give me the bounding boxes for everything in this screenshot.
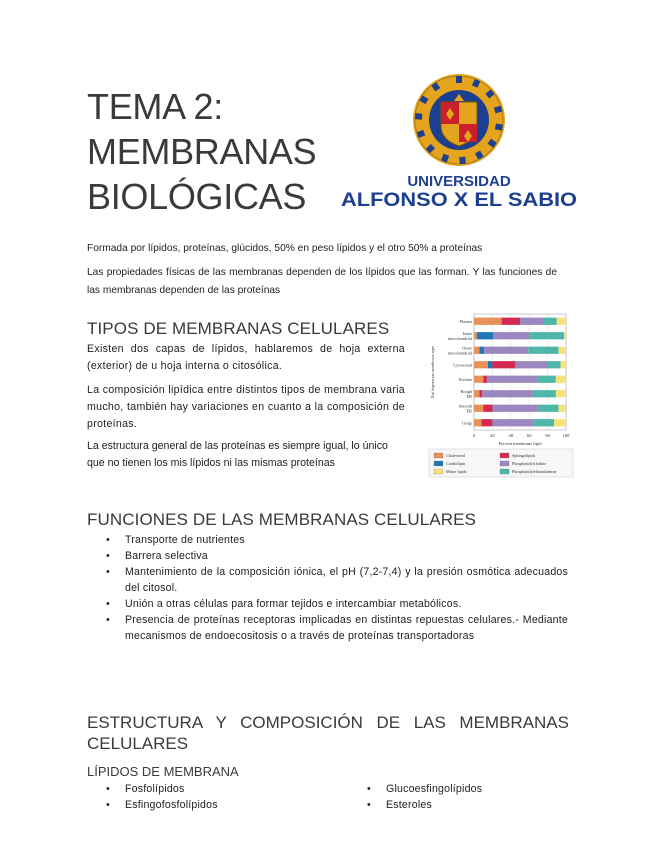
lipidos-list-right (367, 781, 567, 813)
bar-segment (564, 332, 566, 339)
bar-segment (493, 332, 530, 339)
list-item: • Fosfolípidos (106, 783, 185, 795)
category-label: Inner mitochondrial (447, 330, 472, 341)
x-tick-label: 60 (526, 433, 532, 438)
bar-segment (480, 390, 483, 397)
legend-label: Phosphatidylethanolamine (512, 469, 557, 475)
university-logo (338, 72, 580, 214)
title-line-1: TEMA 2: (87, 86, 223, 127)
legend-swatch (500, 453, 509, 458)
x-axis-label: Percent membrane lipid (498, 441, 542, 446)
category-label: Lysosomal (453, 362, 472, 368)
bullet-icon: • (106, 534, 110, 546)
page-title (87, 84, 327, 219)
bar-segment (474, 419, 481, 426)
tipos-paragraph-2: La composición lipídica entre distintos tipos de membrana varia mucho, también hay variaciones en cuanto a la composición de proteínas. (87, 384, 405, 430)
bullet-icon: • (367, 783, 371, 795)
bar-segment (533, 390, 556, 397)
bullet-icon: • (106, 598, 110, 610)
bar-segment (556, 390, 566, 397)
bar-segment (520, 318, 543, 325)
bar-segment (474, 318, 502, 325)
legend-swatch (434, 469, 443, 474)
section-heading-estructura-line-2: CELULARES (87, 734, 189, 753)
legend-swatch (434, 461, 443, 466)
bar-segment (492, 361, 515, 368)
bar-segment (554, 419, 566, 426)
list-item: • Esteroles (367, 799, 432, 811)
lipid-composition-chart (426, 312, 576, 482)
x-tick-label: 100 (562, 433, 570, 438)
section-heading-estructura: ESTRUCTURA Y COMPOSICIÓN DE LAS MEMBRANAS (87, 713, 569, 732)
legend-swatch (500, 469, 509, 474)
tipos-paragraph-3: La estructura general de las proteínas es siempre igual, lo único que no tienen los mis lípidos ni las mismas proteínas (87, 440, 388, 469)
title-line-2: MEMBRANAS (87, 131, 317, 172)
y-axis-label: Rat hepatocyte membrane type (430, 346, 435, 398)
bar-segment (543, 318, 557, 325)
bar-segment (480, 347, 485, 354)
x-tick-label: 80 (545, 433, 550, 438)
bar-segment (560, 361, 566, 368)
list-item: • Glucoesfingolípidos (367, 783, 483, 795)
list-item: • Unión a otras células para formar tejidos e intercambiar metabólicos. (106, 598, 462, 610)
category-label: Plasma (459, 318, 472, 324)
x-tick-label: 40 (508, 433, 514, 438)
plot-frame (474, 314, 566, 430)
bar-segment (538, 405, 558, 412)
bullet-icon: • (106, 550, 110, 562)
bar-segment (481, 419, 492, 426)
category-label: Smooth ER (458, 403, 472, 414)
bar-segment (492, 405, 538, 412)
intro-paragraph-1: Formada por lípidos, proteínas, glúcidos, 50% en peso lípidos y el otro 50% a proteínas (87, 243, 483, 254)
bullet-icon: • (367, 799, 371, 811)
bar-segment (483, 405, 492, 412)
bar-segment (502, 318, 520, 325)
bar-segment (474, 376, 483, 383)
legend-swatch (500, 461, 509, 466)
bar-segment (537, 376, 555, 383)
logo-line-2: ALFONSO X EL SABIO (341, 190, 577, 211)
list-item: • Mantenimiento de la composición iónica, el pH (7,2-7,4) y la presión osmótica adecuados del citosol. (106, 566, 568, 594)
bar-segment (482, 390, 533, 397)
category-label: Nuclear (458, 376, 472, 382)
bullet-icon: • (106, 614, 110, 626)
university-seal-icon (338, 72, 580, 214)
legend-label: Cholesterol (446, 453, 466, 459)
subheading-lipidos: LÍPIDOS DE MEMBRANA (87, 764, 239, 779)
bar-segment (559, 347, 566, 354)
section-heading-funciones: FUNCIONES DE LAS MEMBRANAS CELULARES (87, 510, 477, 529)
bar-segment (557, 318, 566, 325)
list-item: • Transporte de nutrientes (106, 534, 245, 546)
section-heading-tipos: TIPOS DE MEMBRANAS CELULARES (87, 319, 390, 338)
bar-segment (534, 419, 554, 426)
bar-segment (488, 361, 493, 368)
bar-segment (487, 376, 538, 383)
category-label: Rough ER (460, 388, 472, 399)
tipos-paragraph-1: Existen dos capas de lípidos, hablaremos de hoja externa (exterior) de u hoja interna o citosólica. (87, 343, 405, 372)
bar-segment (528, 347, 558, 354)
category-label: Golgi (462, 420, 472, 426)
intro-paragraph-2: Las propiedades físicas de las membranas dependen de los lípidos que las forman. Y las funciones de las membranas dependen de las proteínas (87, 267, 557, 296)
x-tick-label: 20 (490, 433, 495, 438)
legend-label: Cardiolipin (446, 461, 466, 467)
list-item: • Presencia de proteínas receptoras implicadas en distintas repuestas celulares.- Mediante mecanismos de endoecositosis o a través de proteínas transportadoras (106, 614, 568, 642)
bar-segment (474, 347, 480, 354)
bullet-icon: • (106, 799, 110, 811)
title-line-3: BIOLÓGICAS (87, 176, 307, 217)
bar-segment (484, 347, 528, 354)
bullet-icon: • (106, 783, 110, 795)
bar-segment (548, 361, 561, 368)
bar-segment (474, 361, 488, 368)
list-item: • Esfingofosfolípidos (106, 799, 218, 811)
bar-segment (492, 419, 533, 426)
legend-label: Phosphatidylcholine (512, 461, 547, 467)
category-label: Outer mitochondrial (447, 345, 472, 356)
bar-segment (474, 332, 477, 339)
legend-swatch (434, 453, 443, 458)
chart-svg (426, 312, 576, 482)
list-item: • Barrera selectiva (106, 550, 208, 562)
legend-label: Minor lipids (446, 469, 467, 475)
lipidos-list-left (106, 781, 306, 813)
bar-segment (556, 376, 566, 383)
logo-line-1: UNIVERSIDAD (407, 173, 511, 190)
legend-label: Sphingolipids (512, 453, 536, 459)
funciones-list (106, 532, 568, 644)
bar-segment (530, 332, 564, 339)
bar-segment (483, 376, 487, 383)
bar-segment (474, 390, 480, 397)
bullet-icon: • (106, 566, 110, 578)
bar-segment (474, 405, 483, 412)
bar-segment (559, 405, 566, 412)
x-tick-label: 0 (472, 433, 476, 438)
bar-segment (477, 332, 494, 339)
bar-segment (515, 361, 547, 368)
